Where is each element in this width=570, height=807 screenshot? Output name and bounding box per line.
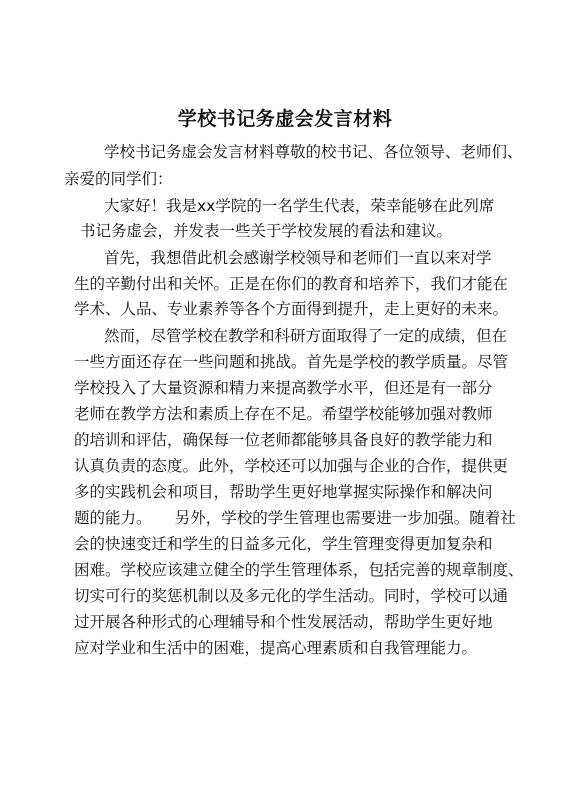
paragraph-line: 会的快速变迁和学生的日益多元化，学生管理变得更加复杂和 <box>74 535 493 553</box>
paragraph-line: 过开展各种形式的心理辅导和个性发展活动，帮助学生更好地 <box>74 613 493 631</box>
paragraph-line: 多的实践机会和项目，帮助学生更好地掌握实际操作和解决问 <box>74 483 493 501</box>
paragraph-line: 切实可行的奖惩机制以及多元化的学生活动。同时，学校可以通 <box>74 587 509 605</box>
paragraph-line: 应对学业和生活中的困难，提高心理素质和自我管理能力。 <box>74 639 478 657</box>
document-title: 学校书记务虚会发言材料 <box>177 108 393 130</box>
paragraph-line: 大家好！我是xx学院的一名学生代表，荣幸能够在此列席 <box>104 197 495 215</box>
paragraph-line: 学校书记务虚会发言材料尊敬的校书记、各位领导、老师们、 <box>104 143 523 161</box>
paragraph-line: 首先，我想借此机会感谢学校领导和老师们一直以来对学 <box>104 249 492 267</box>
paragraph-line: 书记务虚会，并发表一些关于学校发展的看法和建议。 <box>80 222 453 240</box>
paragraph-line: 学校投入了大量资源和精力来提高教学水平，但还是有一部分 <box>74 379 493 397</box>
paragraph-line: 一些方面还存在一些问题和挑战。首先是学校的教学质量。尽管 <box>74 353 509 371</box>
paragraph-line: 亲爱的同学们： <box>64 170 173 188</box>
paragraph-line: 题的能力。 另外，学校的学生管理也需要进一步加强。随着社 <box>74 509 516 527</box>
paragraph-line: 的培训和评估，确保每一位老师都能够具备良好的教学能力和 <box>74 431 493 449</box>
paragraph-line: 生的辛勤付出和关怀。正是在你们的教育和培养下，我们才能在 <box>74 275 509 293</box>
paragraph-line: 困难。学校应该建立健全的学生管理体系，包括完善的规章制度、 <box>74 561 524 579</box>
paragraph-line: 认真负责的态度。此外，学校还可以加强与企业的合作，提供更 <box>74 457 509 475</box>
paragraph-line: 老师在教学方法和素质上存在不足。希望学校能够加强对教师 <box>74 405 493 423</box>
paragraph-line: 然而，尽管学校在教学和科研方面取得了一定的成绩，但在 <box>104 327 508 345</box>
paragraph-line: 学术、人品、专业素养等各个方面得到提升，走上更好的未来。 <box>74 300 509 318</box>
